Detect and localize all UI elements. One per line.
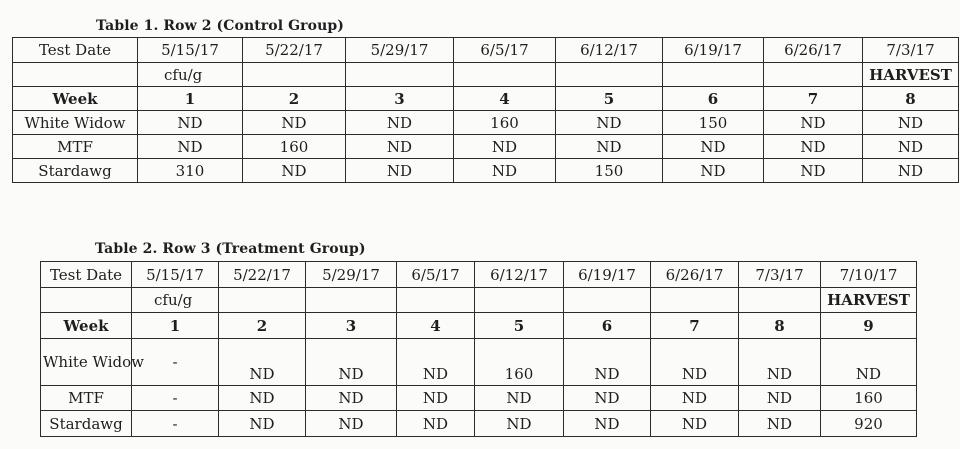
unit-row <box>13 63 959 87</box>
date-row <box>13 38 959 63</box>
date-cell: 6/5/17 <box>454 38 556 63</box>
date-cell: 5/29/17 <box>346 38 454 63</box>
table-2 <box>40 261 917 437</box>
value-cell: ND <box>863 111 959 135</box>
week-cell: 5 <box>475 313 564 339</box>
value-cell: ND <box>219 386 306 411</box>
value-cell: 150 <box>556 159 663 183</box>
row-label: White Widow <box>41 339 132 386</box>
week-cell: 7 <box>651 313 739 339</box>
row-label: Stardawg <box>41 411 132 437</box>
value-cell: ND <box>346 135 454 159</box>
value-cell: ND <box>651 339 739 386</box>
table-row <box>13 111 959 135</box>
value-cell: ND <box>138 135 243 159</box>
week-cell: 1 <box>138 87 243 111</box>
harvest-label: HARVEST <box>821 288 917 313</box>
table-row <box>41 386 917 411</box>
date-cell: 7/10/17 <box>821 262 917 288</box>
table-1 <box>12 37 959 183</box>
unit-label: cfu/g <box>138 63 243 87</box>
week-cell: 6 <box>663 87 764 111</box>
row-label: MTF <box>13 135 138 159</box>
value-cell: 310 <box>138 159 243 183</box>
table-row <box>41 339 917 386</box>
week-row <box>13 87 959 111</box>
value-cell: ND <box>564 339 651 386</box>
week-cell: 9 <box>821 313 917 339</box>
value-cell: ND <box>564 411 651 437</box>
harvest-label: HARVEST <box>863 63 959 87</box>
unit-label: cfu/g <box>132 288 219 313</box>
value-cell: ND <box>397 339 475 386</box>
week-cell: 7 <box>764 87 863 111</box>
value-cell: ND <box>306 411 397 437</box>
row-label: Stardawg <box>13 159 138 183</box>
value-cell: ND <box>556 111 663 135</box>
value-cell: 160 <box>475 339 564 386</box>
value-cell: ND <box>764 135 863 159</box>
date-cell: 6/19/17 <box>663 38 764 63</box>
value-cell: 160 <box>454 111 556 135</box>
week-label: Week <box>41 313 132 339</box>
value-cell: ND <box>651 386 739 411</box>
value-cell: ND <box>651 411 739 437</box>
week-label: Week <box>13 87 138 111</box>
value-cell: ND <box>219 411 306 437</box>
value-cell: ND <box>663 159 764 183</box>
value-cell: ND <box>397 411 475 437</box>
week-cell: 4 <box>397 313 475 339</box>
value-cell: ND <box>346 159 454 183</box>
row-label: White Widow <box>13 111 138 135</box>
week-cell: 8 <box>863 87 959 111</box>
value-cell: ND <box>663 135 764 159</box>
table-1-caption: Table 1. Row 2 (Control Group) <box>96 18 344 34</box>
value-cell: ND <box>764 111 863 135</box>
value-cell: - <box>132 411 219 437</box>
date-cell: 6/5/17 <box>397 262 475 288</box>
value-cell: ND <box>454 159 556 183</box>
value-cell: 160 <box>243 135 346 159</box>
table-row <box>41 411 917 437</box>
value-cell: 160 <box>821 386 917 411</box>
row-label: MTF <box>41 386 132 411</box>
value-cell: - <box>132 339 219 386</box>
value-cell: ND <box>243 111 346 135</box>
value-cell: ND <box>475 411 564 437</box>
table-2-caption: Table 2. Row 3 (Treatment Group) <box>95 241 366 257</box>
test-date-label: Test Date <box>13 38 138 63</box>
value-cell: 920 <box>821 411 917 437</box>
date-cell: 5/15/17 <box>132 262 219 288</box>
value-cell: ND <box>306 339 397 386</box>
week-cell: 2 <box>219 313 306 339</box>
value-cell: ND <box>306 386 397 411</box>
week-cell: 8 <box>739 313 821 339</box>
table-row <box>13 159 959 183</box>
value-cell: 150 <box>663 111 764 135</box>
value-cell: - <box>132 386 219 411</box>
value-cell: ND <box>821 339 917 386</box>
week-cell: 3 <box>306 313 397 339</box>
date-cell: 7/3/17 <box>863 38 959 63</box>
date-cell: 6/26/17 <box>651 262 739 288</box>
value-cell: ND <box>739 339 821 386</box>
week-cell: 5 <box>556 87 663 111</box>
date-cell: 6/12/17 <box>475 262 564 288</box>
date-row <box>41 262 917 288</box>
week-cell: 6 <box>564 313 651 339</box>
date-cell: 6/26/17 <box>764 38 863 63</box>
week-cell: 4 <box>454 87 556 111</box>
table-row <box>13 135 959 159</box>
value-cell: ND <box>219 339 306 386</box>
week-row <box>41 313 917 339</box>
date-cell: 7/3/17 <box>739 262 821 288</box>
value-cell: ND <box>564 386 651 411</box>
value-cell: ND <box>475 386 564 411</box>
value-cell: ND <box>863 159 959 183</box>
week-cell: 3 <box>346 87 454 111</box>
date-cell: 5/22/17 <box>243 38 346 63</box>
test-date-label: Test Date <box>41 262 132 288</box>
value-cell: ND <box>454 135 556 159</box>
value-cell: ND <box>243 159 346 183</box>
date-cell: 5/29/17 <box>306 262 397 288</box>
week-cell: 1 <box>132 313 219 339</box>
value-cell: ND <box>138 111 243 135</box>
value-cell: ND <box>764 159 863 183</box>
unit-row <box>41 288 917 313</box>
date-cell: 6/19/17 <box>564 262 651 288</box>
value-cell: ND <box>346 111 454 135</box>
value-cell: ND <box>397 386 475 411</box>
week-cell: 2 <box>243 87 346 111</box>
value-cell: ND <box>863 135 959 159</box>
date-cell: 6/12/17 <box>556 38 663 63</box>
date-cell: 5/22/17 <box>219 262 306 288</box>
date-cell: 5/15/17 <box>138 38 243 63</box>
value-cell: ND <box>739 411 821 437</box>
value-cell: ND <box>556 135 663 159</box>
value-cell: ND <box>739 386 821 411</box>
